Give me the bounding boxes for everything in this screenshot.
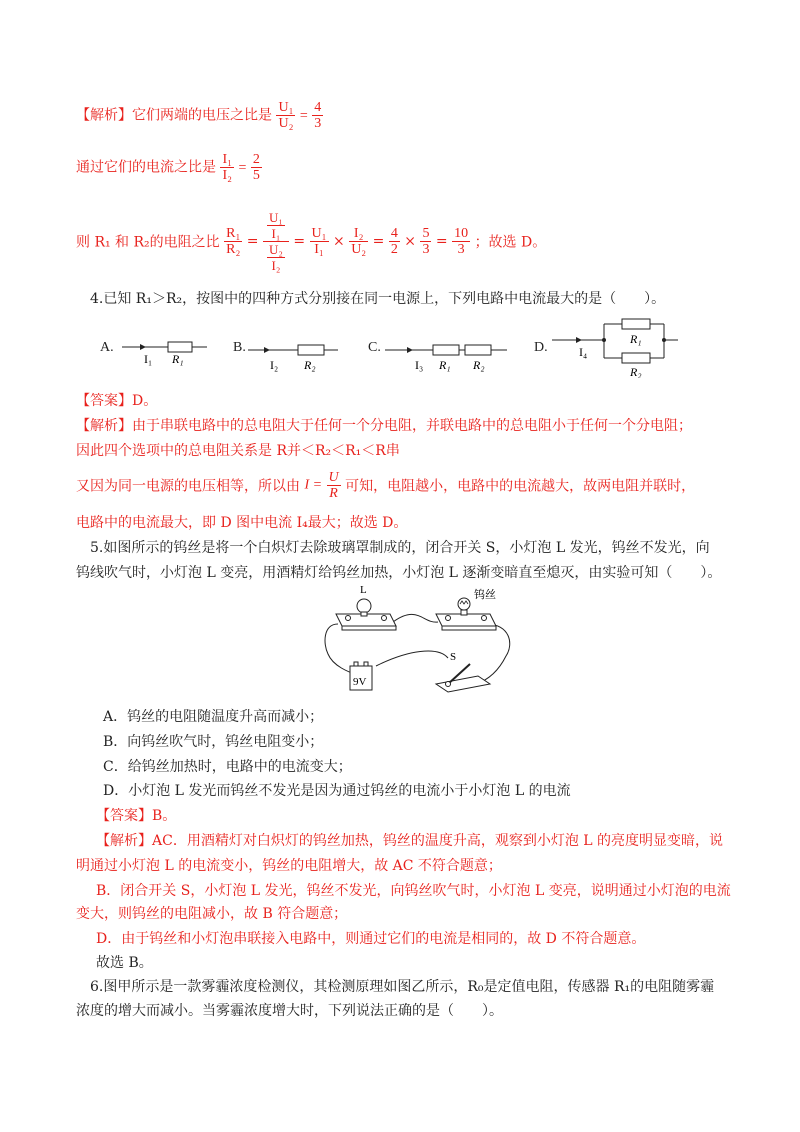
q5-analysis-line1: 【解析】AC．用酒精灯对白炽灯的钨丝加热，钨丝的温度升高，观察到小灯泡 L 的亮度明显变暗，说	[96, 833, 724, 849]
current-label-i1: I₁	[144, 352, 153, 366]
filament-board	[436, 614, 496, 626]
q3-analysis-line1: 【解析】它们两端的电压之比是 $\frac{\text{U₁}}{\text{U₂}}$ = $\frac{4}{3}$	[76, 100, 322, 131]
circuit-a-diagram	[122, 336, 212, 366]
resistor-label-r1: R₁	[439, 358, 451, 372]
q4-analysis-line1: 【解析】由于串联电路中的总电阻大于任何一个分电阻，并联电路中的总电阻小于任何一个分电阻；	[76, 418, 692, 434]
compound-fraction: $\frac{\frac{\text{U₁}}{\text{I₁}}}{\frac{\text{U₂}}{\text{I₂}}}$	[263, 210, 289, 273]
q6-stem-line2: 浓度的增大而减小。当雾霾浓度增大时，下列说法正确的是（ ）。	[76, 1003, 503, 1019]
q5-analysis-line3: B．闭合开关 S，小灯泡 L 发光，钨丝不发光，向钨丝吹气时，小灯泡 L 变亮，说明通过小灯泡的电流	[96, 883, 731, 899]
resistor-label-r2: R₂	[630, 365, 642, 378]
circuit-b-diagram	[248, 338, 343, 372]
q4-option-a: A.	[100, 340, 114, 355]
q4-option-b: B.	[233, 340, 246, 355]
q4-option-c: C.	[368, 340, 381, 355]
q5-stem-line2: 钨线吹气时，小灯泡 L 变亮，用酒精灯给钨丝加热，小灯泡 L 逐渐变暗直至熄灭，由实验可知（ ）。	[76, 565, 722, 581]
analysis-tag: 【解析】	[76, 107, 132, 124]
switch-label: S	[450, 651, 457, 663]
q5-option-b: B．向钨丝吹气时，钨丝电阻变小；	[103, 734, 324, 750]
q4-analysis-line4: 电路中的电流最大，即 D 图中电流 I₄最大；故选 D。	[76, 515, 408, 531]
q4-analysis-line3: 又因为同一电源的电压相等，所以由 I = $\frac{U}{R}$ 可知，电阻越小，电路中的电流越大，故两电阻并联时，	[76, 470, 696, 501]
q5-analysis-line4: 变大，则钨丝的电阻减小，故 B 符合题意；	[76, 906, 348, 922]
lamp-bulb-icon	[357, 599, 371, 613]
q5-option-d: D．小灯泡 L 发光而钨丝不发光是因为通过钨丝的电流小于小灯泡 L 的电流	[103, 783, 571, 799]
current-ratio-fraction: $\frac{\text{I₁}}{\text{I₂}}$	[222, 152, 232, 183]
q5-option-a: A．钨丝的电阻随温度升高而减小；	[103, 709, 324, 725]
q4-stem: 4.已知 R₁＞R₂，按图中的四种方式分别接在同一电源上，下列电路中电流最大的是（ ）。	[90, 291, 666, 307]
q5-option-c: C．给钨丝加热时，电路中的电流变大；	[103, 759, 352, 775]
current-label-i3: I₃	[415, 358, 424, 372]
resistor-label-r1: R₁	[630, 332, 642, 346]
ohms-law-fraction: $\frac{U}{R}$	[328, 470, 339, 501]
voltage-ratio-fraction: $\frac{\text{U₁}}{\text{U₂}}$	[278, 100, 294, 131]
lamp-label: L	[360, 584, 367, 596]
battery-label: 9V	[353, 676, 367, 688]
resistor-label-r2: R₂	[473, 358, 485, 372]
q4-analysis-line2: 因此四个选项中的总电阻关系是 R并＜R₂＜R₁＜R串	[76, 443, 400, 459]
q4-answer: 【答案】D。	[76, 393, 158, 409]
q5-analysis-line2: 明通过小灯泡 L 的电流变小，钨丝的电阻增大，故 AC 不符合题意；	[76, 858, 502, 874]
current-label-i2: I₂	[270, 358, 279, 372]
switch-icon	[436, 676, 490, 692]
q3-analysis-line2: 通过它们的电流之比是 $\frac{\text{I₁}}{\text{I₂}}$ = $\frac{2}{5}$	[76, 152, 260, 183]
q6-stem-line1: 6.图甲所示是一款雾霾浓度检测仪，其检测原理如图乙所示，R₀是定值电阻，传感器 R₁的电阻随雾霾	[90, 979, 715, 995]
tungsten-experiment-figure	[318, 584, 518, 696]
q5-answer: 【答案】B。	[96, 808, 177, 824]
resistor-label-r2: R₂	[304, 358, 316, 372]
q3-analysis-line3: 则 R₁ 和 R₂的电阻之比 $\frac{\text{R₁}}{\text{R₂}}$ = $\frac{\frac{\text{U₁}}{\text{I₁}}}{\frac{\text{U₂}}{\text{I₂}}}$ = $\frac{\text{U₁}}{\text{I₁}}$ × $\frac{\text{I₂}}{\text{U₂}}$ = $\frac{4}{2}$ × $\frac{5}{3}$ = $\frac{10}{3}$ ；故选 D。	[76, 210, 547, 273]
q5-analysis-line5: D．由于钨丝和小灯泡串联接入电路中，则通过它们的电流是相同的，故 D 不符合题意。	[96, 931, 646, 947]
circuit-d-diagram	[552, 316, 682, 378]
circuit-c-diagram	[385, 338, 515, 372]
resistor-label-r1: R₁	[172, 352, 184, 366]
q4-option-d: D.	[534, 340, 548, 355]
q5-stem-line1: 5.如图所示的钨丝是将一个白炽灯去除玻璃罩制成的，闭合开关 S，小灯泡 L 发光，钨丝不发光，向	[90, 540, 710, 556]
filament-label: 钨丝	[474, 589, 496, 601]
current-label-i4: I₄	[579, 345, 588, 359]
q5-choose: 故选 B。	[96, 955, 153, 971]
